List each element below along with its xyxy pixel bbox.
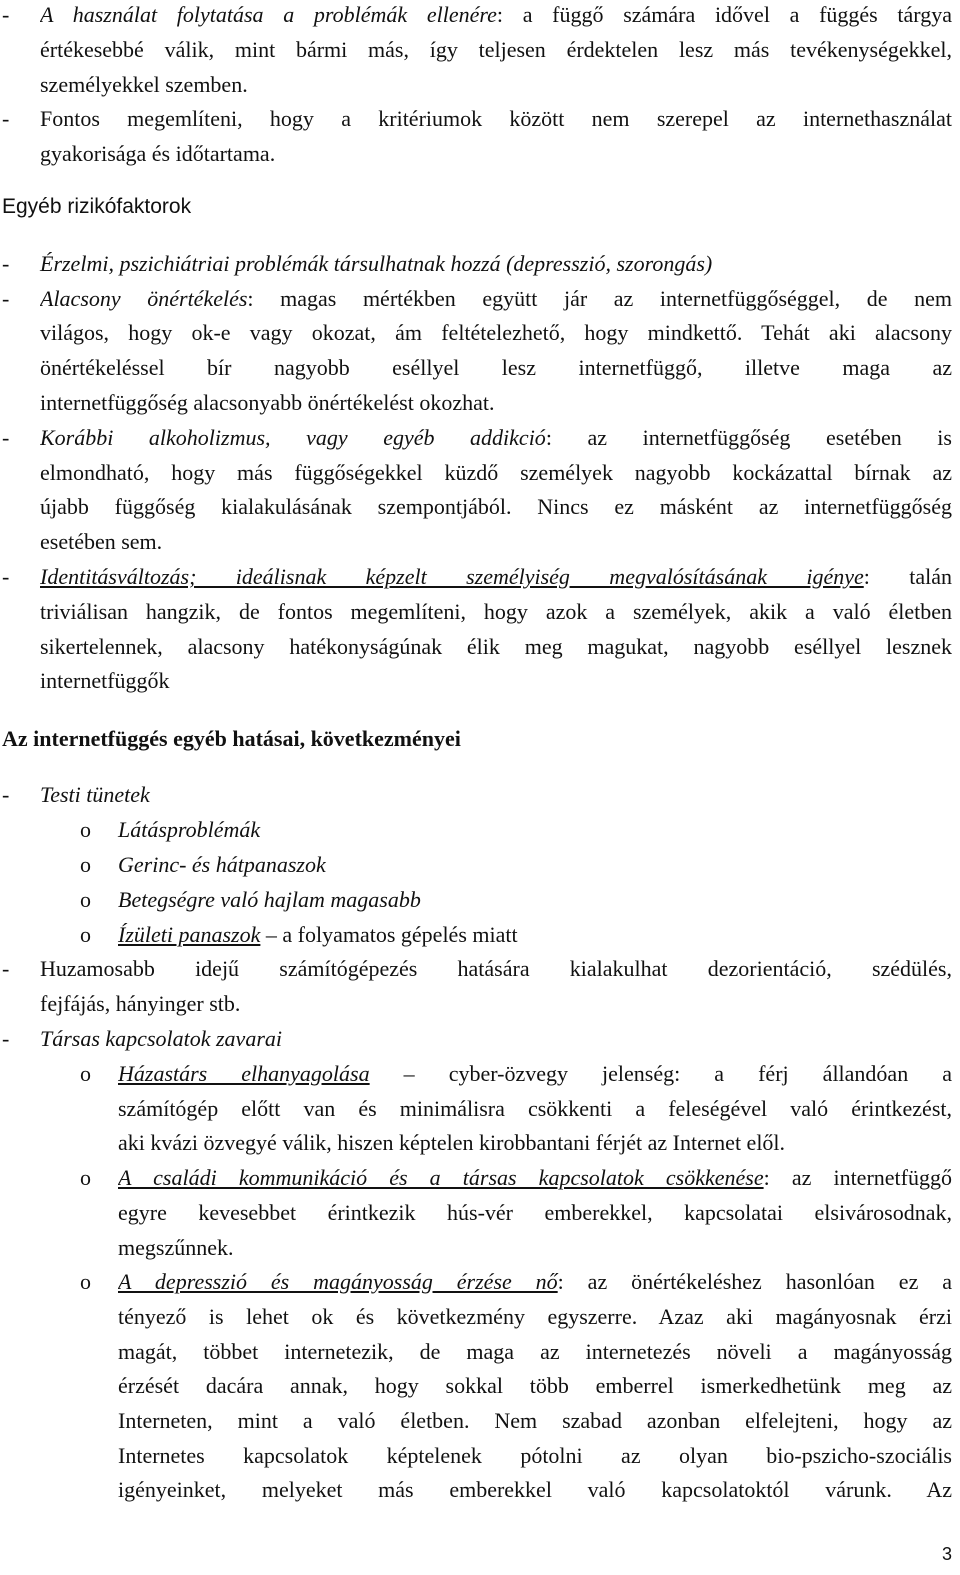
sub-item-line: érzését dacára annak, hogy sokkal több emberrel ismerkedhetünk meg az [118,1373,952,1398]
list-item-line: újabb függőség kialakulásának szempontjából. Nincs ez másként az internetfüggőség [40,494,952,519]
sub-bullet: o [80,1165,91,1190]
sub-item-line: megszűnnek. [118,1235,234,1260]
text: – a folyamatos gépelés miatt [260,922,518,947]
sub-bullet: o [80,817,91,842]
list-item-line [40,425,952,455]
list-item-line: Huzamosabb idejű számítógépezés hatására kialakulhat dezorientáció, szédülés, [40,956,952,981]
list-dash: - [2,251,10,276]
list-item-line: Fontos megemlíteni, hogy a kritériumok között nem szerepel az internethasználat [40,106,952,131]
sub-item [118,922,518,948]
list-dash: - [2,956,10,981]
italic-term: A depresszió és magányosság érzése nő [118,1269,558,1294]
italic-term: Ízületi panaszok [118,922,261,947]
list-item-line: Testi tünetek [40,782,150,807]
italic-term: Házastárs elhanyagolása [118,1061,370,1086]
list-item-line: fejfájás, hányinger stb. [40,991,241,1016]
sub-item-line: számítógép előtt van és minimálisra csökkenti a feleségével való érintkezést, [118,1096,952,1121]
list-item-line: elmondható, hogy más függőségekkel küzdő személyek nagyobb kockázattal bírnak az [40,460,952,485]
list-item-line: világos, hogy ok-e vagy okozat, ám feltételezhető, hogy mindkettő. Tehát aki alacsony [40,320,952,345]
list-item-line: Érzelmi, pszichiátriai problémák társulhatnak hozzá (depresszió, szorongás) [40,251,713,276]
text: – cyber-özvegy jelenség: a férj állandóan a [369,1061,952,1086]
section-heading-risk: Egyéb rizikófaktorok [2,195,192,218]
list-item-line [40,2,952,32]
italic-term: A használat folytatása a problémák ellenére [40,2,497,27]
sub-item-line: tényező is lehet ok és következmény egyszerre. Azaz aki magányosnak érzi [118,1304,952,1329]
sub-item-line: igényeinket, melyeket más emberekkel való kapcsolatoktól várunk. Az [118,1477,952,1502]
list-dash: - [2,106,10,131]
sub-item-line: aki kvázi özvegyé válik, hiszen képtelen kirobbantani férjét az Internet elől. [118,1130,786,1155]
sub-bullet: o [80,887,91,912]
list-item-line [40,564,952,594]
list-dash: - [2,425,10,450]
list-item-line: internetfüggők [40,668,170,693]
list-dash: - [2,2,10,27]
text: : magas mértékben együtt jár az internetfüggőséggel, de nem [247,286,952,311]
list-dash: - [2,286,10,311]
sub-bullet: o [80,852,91,877]
sub-bullet: o [80,1269,91,1294]
list-item-line: értékesebbé válik, mint bármi más, így teljesen érdektelen lesz más tevékenységekkel, [40,37,952,62]
sub-item-line [118,1165,952,1195]
page-number: 3 [941,1544,952,1564]
sub-item-line: Internetes kapcsolatok képtelenek pótolni az olyan bio-pszicho-szociális [118,1443,952,1468]
list-dash: - [2,564,10,589]
text: : az internetfüggő [763,1165,952,1190]
list-item-line: gyakorisága és időtartama. [40,141,276,166]
sub-item-line [118,1061,952,1091]
list-item-line: személyekkel szemben. [40,72,248,97]
sub-bullet: o [80,1061,91,1086]
list-item-line [40,286,952,316]
text: : talán [863,564,952,589]
italic-term: Korábbi alkoholizmus, vagy egyéb addikció [40,425,546,450]
list-item-line: esetében sem. [40,529,163,554]
sub-bullet: o [80,922,91,947]
sub-item: Gerinc- és hátpanaszok [118,852,326,877]
list-dash: - [2,1026,10,1051]
italic-term: A családi kommunikáció és a társas kapcsolatok csökkenése [118,1165,764,1190]
italic-term: Identitásváltozás; ideálisnak képzelt személyiség megvalósításának igénye [40,564,864,589]
sub-item-line: egyre kevesebbet érintkezik hús-vér emberekkel, kapcsolatai elsivárosodnak, [118,1200,952,1225]
list-item-line: sikertelennek, alacsony hatékonyságúnak élik meg magukat, nagyobb eséllyel lesznek [40,634,952,659]
list-item-line: triviálisan hangzik, de fontos megemlíteni, hogy azok a személyek, akik a való életben [40,599,952,624]
text: : az önértékeléshez hasonlóan ez a [557,1269,952,1294]
list-dash: - [2,782,10,807]
section-heading-effects: Az internetfüggés egyéb hatásai, következményei [2,726,461,751]
list-item-line: Társas kapcsolatok zavarai [40,1026,282,1051]
sub-item: Betegségre való hajlam magasabb [118,887,421,912]
italic-term: Alacsony önértékelés [40,286,248,311]
text: : a függő számára idővel a függés tárgya [496,2,952,27]
list-item-line: internetfüggőség alacsonyabb önértékelést okozhat. [40,390,495,415]
sub-item-line: Interneten, mint a való életben. Nem szabad azonban elfelejteni, hogy az [118,1408,952,1433]
sub-item: Látásproblémák [118,817,261,842]
list-item-line: önértékeléssel bír nagyobb eséllyel lesz internetfüggő, illetve maga az [40,355,952,380]
sub-item-line: magát, többet internetezik, de maga az internetezés növeli a magányosság [118,1339,952,1364]
text: : az internetfüggőség esetében is [545,425,952,450]
sub-item-line [118,1269,952,1299]
